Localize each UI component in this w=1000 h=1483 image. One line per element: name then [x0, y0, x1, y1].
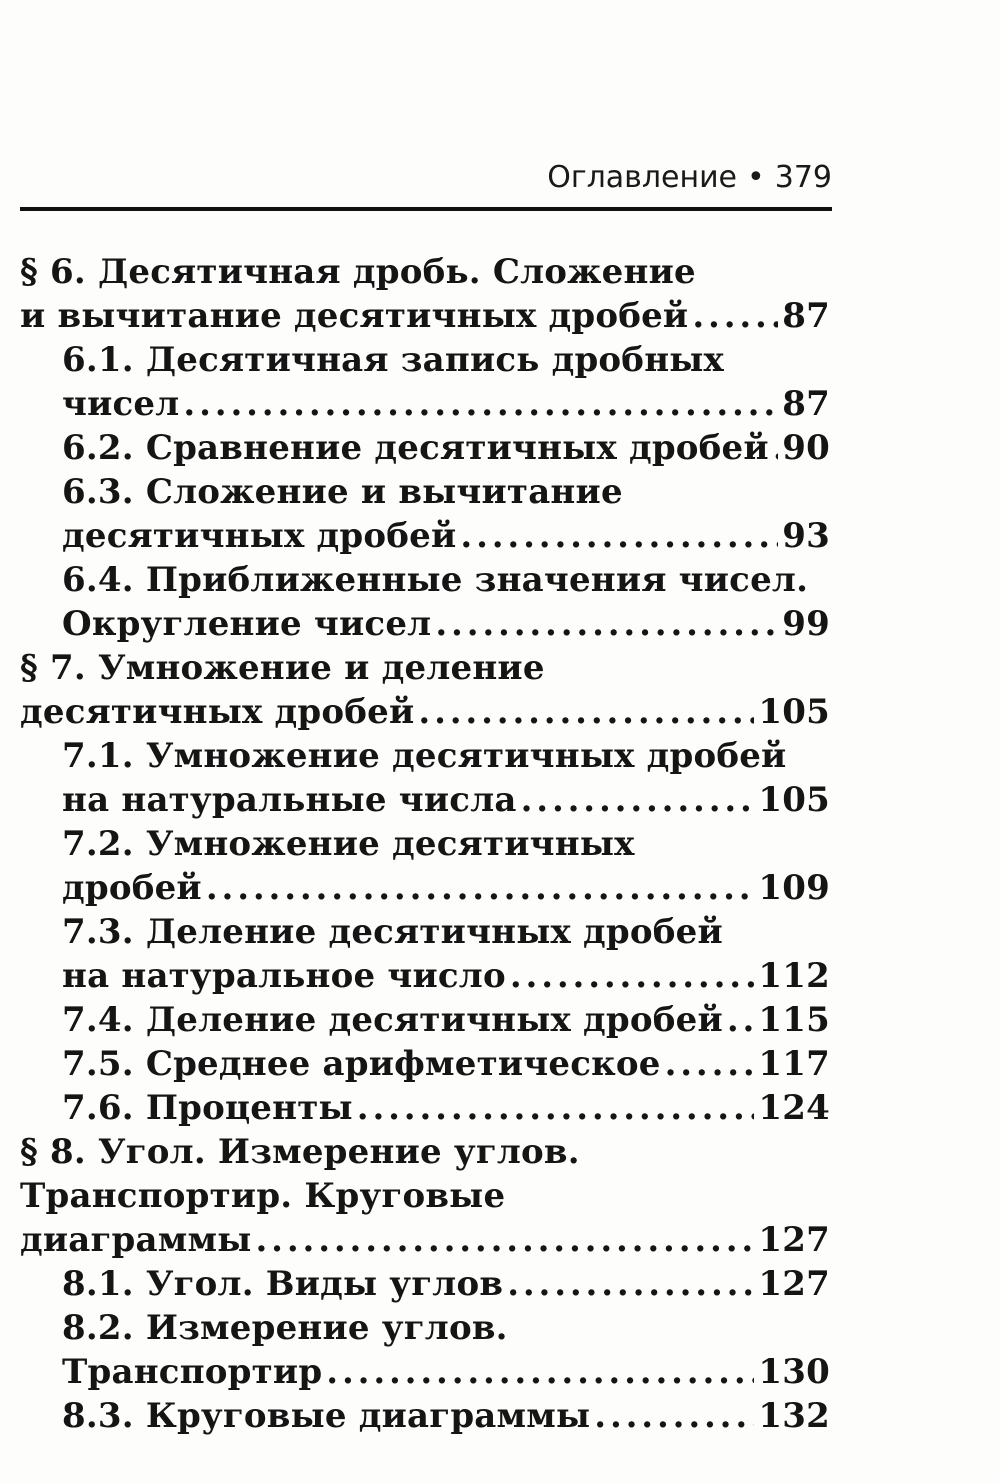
dot-leader [435, 602, 778, 646]
toc-page-number: 87 [782, 296, 830, 336]
toc-page-number: 109 [758, 868, 830, 908]
header-rule [20, 207, 832, 211]
dot-leader [510, 954, 755, 998]
running-head-page-number: 379 [774, 160, 832, 195]
toc-entry-text: 7.5. Среднее арифметическое [62, 1044, 661, 1084]
toc-entry-text: § 6. Десятичная дробь. Сложение [20, 252, 696, 292]
toc-entry-text: Транспортир. Круговые [20, 1176, 506, 1216]
toc-page-number: 99 [782, 604, 830, 644]
toc-line [20, 1218, 830, 1262]
toc-line [20, 998, 830, 1042]
toc-entry-text: § 7. Умножение и деление [20, 648, 545, 688]
toc-entry-text: 6.4. Приближенные значения чисел. [62, 560, 809, 600]
toc-entry-text: Округление чисел [62, 604, 432, 644]
toc-line [20, 1306, 830, 1350]
toc-line [20, 1350, 830, 1394]
toc-line [20, 1086, 830, 1130]
toc-line [20, 910, 830, 954]
toc-line [20, 1042, 830, 1086]
toc-page-number: 127 [758, 1264, 830, 1304]
toc-line [20, 866, 830, 910]
toc-entry-text: 7.2. Умножение десятичных [62, 824, 635, 864]
toc-line [20, 514, 830, 558]
dot-leader [206, 866, 755, 910]
table-of-contents [20, 250, 830, 1438]
toc-entry-text: 8.2. Измерение углов. [62, 1308, 508, 1348]
toc-line [20, 382, 830, 426]
toc-entry-text: 6.2. Сравнение десятичных дробей [62, 428, 769, 468]
toc-page-number: 87 [782, 384, 830, 424]
toc-line [20, 1394, 830, 1438]
toc-page-number: 130 [758, 1352, 830, 1392]
toc-line [20, 250, 830, 294]
toc-entry-text: дробей [62, 868, 202, 908]
dot-leader [460, 514, 778, 558]
running-head [547, 160, 832, 195]
toc-line [20, 602, 830, 646]
toc-page-number: 105 [758, 692, 830, 732]
toc-page-number: 112 [758, 956, 830, 996]
toc-entry-text: 7.4. Деление десятичных дробей [62, 1000, 723, 1040]
toc-page-number: 115 [758, 1000, 830, 1040]
toc-page-number: 105 [758, 780, 830, 820]
toc-entry-text: 7.3. Деление десятичных дробей [62, 912, 723, 952]
toc-page-number: 93 [782, 516, 830, 556]
toc-line [20, 338, 830, 382]
toc-line [20, 778, 830, 822]
toc-entry-text: на натуральное число [62, 956, 506, 996]
dot-leader [727, 998, 755, 1042]
toc-line [20, 646, 830, 690]
running-head-title: Оглавление [547, 160, 738, 195]
toc-entry-text: 6.1. Десятичная запись дробных [62, 340, 725, 380]
toc-entry-text: 7.6. Проценты [62, 1088, 353, 1128]
dot-leader [521, 778, 755, 822]
dot-leader [665, 1042, 755, 1086]
dot-leader [418, 690, 754, 734]
toc-entry-text: 8.1. Угол. Виды углов [62, 1264, 504, 1304]
dot-leader [357, 1086, 755, 1130]
toc-page-number: 124 [758, 1088, 830, 1128]
toc-entry-text: Транспортир [62, 1352, 323, 1392]
toc-entry-text: § 8. Угол. Измерение углов. [20, 1132, 580, 1172]
toc-line [20, 734, 830, 778]
dot-leader [256, 1218, 755, 1262]
toc-page-number: 90 [782, 428, 830, 468]
toc-entry-text: на натуральные числа [62, 780, 517, 820]
toc-entry-text: десятичных дробей [20, 692, 415, 732]
toc-page-number: 132 [758, 1396, 830, 1436]
toc-entry-text: 7.1. Умножение десятичных дробей [62, 736, 787, 776]
toc-page-number: 117 [758, 1044, 830, 1084]
toc-line [20, 1174, 830, 1218]
dot-leader [773, 426, 778, 470]
toc-line [20, 470, 830, 514]
toc-line [20, 426, 830, 470]
toc-entry-text: 6.3. Сложение и вычитание [62, 472, 623, 512]
toc-entry-text: 8.3. Круговые диаграммы [62, 1396, 591, 1436]
toc-line [20, 1262, 830, 1306]
toc-entry-text: десятичных дробей [62, 516, 457, 556]
toc-entry-text: диаграммы [20, 1220, 252, 1260]
toc-page-number: 127 [758, 1220, 830, 1260]
dot-leader [594, 1394, 754, 1438]
toc-line [20, 690, 830, 734]
toc-entry-text: и вычитание десятичных дробей [20, 296, 689, 336]
dot-leader [326, 1350, 754, 1394]
toc-line [20, 954, 830, 998]
toc-line [20, 822, 830, 866]
toc-line [20, 1130, 830, 1174]
dot-leader [507, 1262, 754, 1306]
running-head-bullet: • [747, 160, 765, 195]
toc-line [20, 558, 830, 602]
dot-leader [183, 382, 778, 426]
toc-line [20, 294, 830, 338]
toc-entry-text: чисел [62, 384, 180, 424]
dot-leader [692, 294, 778, 338]
